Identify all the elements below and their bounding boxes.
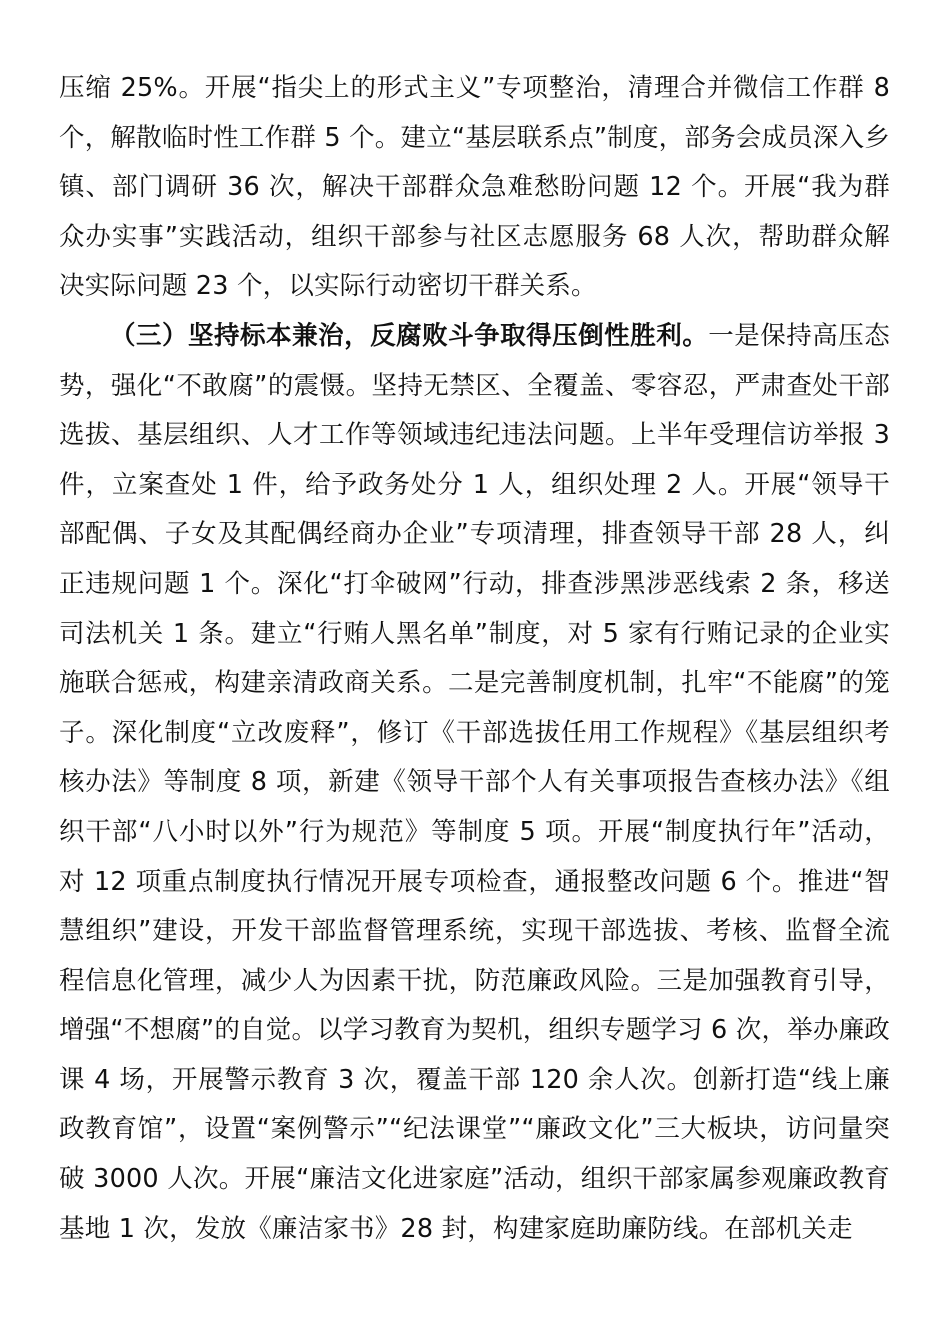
section-heading: （三）坚持标本兼治，反腐败斗争取得压倒性胜利。 xyxy=(110,320,709,351)
paragraph-anticorruption xyxy=(59,312,890,1254)
section-body: 一是保持高压态势，强化“不敢腐”的震慑。坚持无禁区、全覆盖、零容忍，严肃查处干部选拔、基层组织、人才工作等领域违纪违法问题。上半年受理信访举报 3 件，立案查处 1 件，给予政务处分 1 人，组织处理 2 人。开展“领导干部配偶、子女及其配偶经商办企业”专项清理，排查领导干部 28 人，纠正违规问题 1 个。深化“打伞破网”行动，排查涉黑涉恶线索 2 条，移送司法机关 1 条。建立“行贿人黑名单”制度，对 5 家有行贿记录的企业实施联合惩戒，构建亲清政商关系。二是完善制度机制，扎牢“不能腐”的笼子。深化制度“立改废释”，修订《干部选拔任用工作规程》《基层组织考核办法》等制度 8 项，新建《领导干部个人有关事项报告查核办法》《组织干部“八小时以外”行为规范》等制度 5 项。开展“制度执行年”活动，对 12 项重点制度执行情况开展专项检查，通报整改问题 6 个。推进“智慧组织”建设，开发干部监督管理系统，实现干部选拔、考核、监督全流程信息化管理，减少人为因素干扰，防范廉政风险。三是加强教育引导，增强“不想腐”的自觉。以学习教育为契机，组织专题学习 6 次，举办廉政课 4 场，开展警示教育 3 次，覆盖干部 120 余人次。创新打造“线上廉政教育馆”，设置“案例警示”“纪法课堂”“廉政文化”三大板块，访问量突破 3000 人次。开展“廉洁文化进家庭”活动，组织干部家属参观廉政教育基地 1 次，发放《廉洁家书》28 封，构建家庭助廉防线。在部机关走 xyxy=(59,320,890,1244)
paragraph-continuation: 压缩 25%。开展“指尖上的形式主义”专项整治，清理合并微信工作群 8 个，解散临时性工作群 5 个。建立“基层联系点”制度，部务会成员深入乡镇、部门调研 36 次，解决干部群众急难愁盼问题 12 个。开展“我为群众办实事”实践活动，组织干部参与社区志愿服务 68 人次，帮助群众解决实际问题 23 个，以实际行动密切干群关系。 xyxy=(59,73,890,302)
